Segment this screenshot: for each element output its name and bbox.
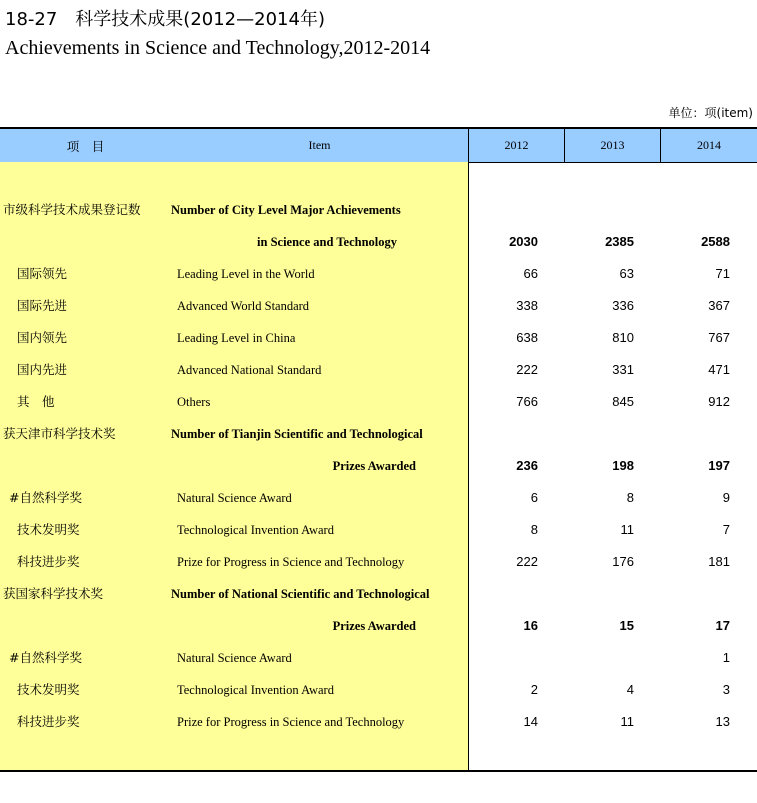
cell-value-2013: 4 <box>626 682 634 697</box>
cell-value-2014: 181 <box>708 554 730 569</box>
cell-value-2012 <box>470 194 538 226</box>
table-header <box>0 129 757 162</box>
cell-value-2014: 767 <box>708 330 730 345</box>
cell-value-2014: 13 <box>715 714 730 729</box>
page-title-english: Achievements in Science and Technology,2012-2014 <box>5 37 431 59</box>
table-row <box>0 546 757 578</box>
cell-value-2013: 176 <box>612 554 634 569</box>
cell-value-2013 <box>566 418 634 450</box>
cell-value-2013: 11 <box>620 714 634 729</box>
cell-value-2013: 2385 <box>605 234 634 249</box>
row-label-en: Technological Invention Award <box>177 523 334 537</box>
row-label-en: Leading Level in the World <box>177 267 315 281</box>
row-label-cn: 其 他 <box>17 394 55 409</box>
cell-value-2014: 71 <box>715 266 730 281</box>
cell-value-2012 <box>470 578 538 610</box>
table-row <box>0 706 757 738</box>
header-year-2012: 2012 <box>469 129 565 162</box>
cell-value-2014 <box>662 194 730 226</box>
cell-value-2014: 367 <box>708 298 730 313</box>
cell-value-2013: 15 <box>619 618 634 633</box>
row-label-en: Technological Invention Award <box>177 683 334 697</box>
row-label-en: Natural Science Award <box>177 491 292 505</box>
unit-label: 单位：项(item) <box>668 106 753 120</box>
cell-value-2012: 66 <box>523 266 538 281</box>
table-row <box>0 674 757 706</box>
row-label-en: Prizes Awarded <box>332 619 416 633</box>
cell-value-2014: 9 <box>722 490 730 505</box>
row-label-cn: 国内先进 <box>17 362 68 377</box>
cell-value-2012: 338 <box>516 298 538 313</box>
row-label-en: Number of National Scientific and Technological <box>171 587 430 601</box>
cell-value-2012: 2 <box>530 682 538 697</box>
table-row <box>0 642 757 674</box>
row-label-cn: 国际先进 <box>17 298 68 313</box>
table-row <box>0 226 757 258</box>
cell-value-2013: 336 <box>612 298 634 313</box>
cell-value-2013: 8 <box>626 490 634 505</box>
cell-value-2012: 222 <box>516 554 538 569</box>
cell-value-2013: 331 <box>612 362 634 377</box>
cell-value-2014 <box>662 418 730 450</box>
cell-value-2012: 236 <box>516 458 538 473</box>
cell-value-2014: 197 <box>708 458 730 473</box>
row-label-en: Prizes Awarded <box>332 459 416 473</box>
row-label-en: in Science and Technology <box>257 235 397 249</box>
row-label-cn: #自然科学奖 <box>9 490 82 505</box>
cell-value-2012: 14 <box>523 714 538 729</box>
row-label-en: Others <box>177 395 211 409</box>
table-row <box>0 578 757 610</box>
header-item-cn: 项 目 <box>66 138 105 154</box>
row-label-en: Number of City Level Major Achievements <box>171 203 401 217</box>
table-row <box>0 514 757 546</box>
table-row <box>0 482 757 514</box>
page-title-chinese: 18-27 科学技术成果(2012—2014年) <box>5 9 325 30</box>
row-label-en: Number of Tianjin Scientific and Technological <box>171 427 423 441</box>
cell-value-2013: 11 <box>620 522 634 537</box>
row-label-cn: 技术发明奖 <box>17 522 80 537</box>
cell-value-2014: 912 <box>708 394 730 409</box>
table-row <box>0 322 757 354</box>
cell-value-2014 <box>662 578 730 610</box>
header-year-2013: 2013 <box>565 129 661 162</box>
cell-value-2014: 1 <box>722 650 730 665</box>
table-row <box>0 258 757 290</box>
cell-value-2012 <box>470 642 538 674</box>
header-year-2014: 2014 <box>697 138 721 152</box>
table-row <box>0 354 757 386</box>
cell-value-2012: 222 <box>516 362 538 377</box>
cell-value-2012: 2030 <box>509 234 538 249</box>
row-label-cn: 国际领先 <box>17 266 68 281</box>
cell-value-2014: 7 <box>722 522 730 537</box>
cell-value-2012: 766 <box>516 394 538 409</box>
cell-value-2012: 638 <box>516 330 538 345</box>
cell-value-2014: 2588 <box>701 234 730 249</box>
cell-value-2013: 845 <box>612 394 634 409</box>
cell-value-2012: 6 <box>530 490 538 505</box>
cell-value-2013: 810 <box>612 330 634 345</box>
row-label-en: Advanced National Standard <box>177 363 322 377</box>
table-row <box>0 290 757 322</box>
cell-value-2012 <box>470 418 538 450</box>
row-label-cn: 技术发明奖 <box>17 682 80 697</box>
table-row <box>0 418 757 450</box>
table-row <box>0 610 757 642</box>
row-label-cn: 市级科学技术成果登记数 <box>3 202 141 217</box>
row-label-en: Prize for Progress in Science and Technology <box>177 715 405 729</box>
cell-value-2012: 16 <box>523 618 538 633</box>
cell-value-2014: 471 <box>708 362 730 377</box>
row-label-cn: 获国家科学技术奖 <box>3 586 104 601</box>
cell-value-2014: 3 <box>722 682 730 697</box>
cell-value-2013: 198 <box>612 458 634 473</box>
table-row <box>0 386 757 418</box>
table-row <box>0 450 757 482</box>
data-table <box>0 127 757 772</box>
cell-value-2014: 17 <box>715 618 730 633</box>
row-label-cn: 获天津市科学技术奖 <box>3 426 116 441</box>
row-label-cn: #自然科学奖 <box>9 650 82 665</box>
table-row <box>0 194 757 226</box>
row-label-en: Advanced World Standard <box>177 299 310 313</box>
row-label-cn: 国内领先 <box>17 330 68 345</box>
row-label-en: Leading Level in China <box>177 331 296 345</box>
cell-value-2012: 8 <box>530 522 538 537</box>
row-label-en: Prize for Progress in Science and Technology <box>177 555 405 569</box>
header-item-en: Item <box>171 129 469 162</box>
cell-value-2013 <box>566 578 634 610</box>
cell-value-2013: 63 <box>619 266 634 281</box>
row-label-en: Natural Science Award <box>177 651 292 665</box>
cell-value-2013 <box>566 194 634 226</box>
cell-value-2013 <box>566 642 634 674</box>
row-label-cn: 科技进步奖 <box>17 714 80 729</box>
row-label-cn: 科技进步奖 <box>17 554 80 569</box>
